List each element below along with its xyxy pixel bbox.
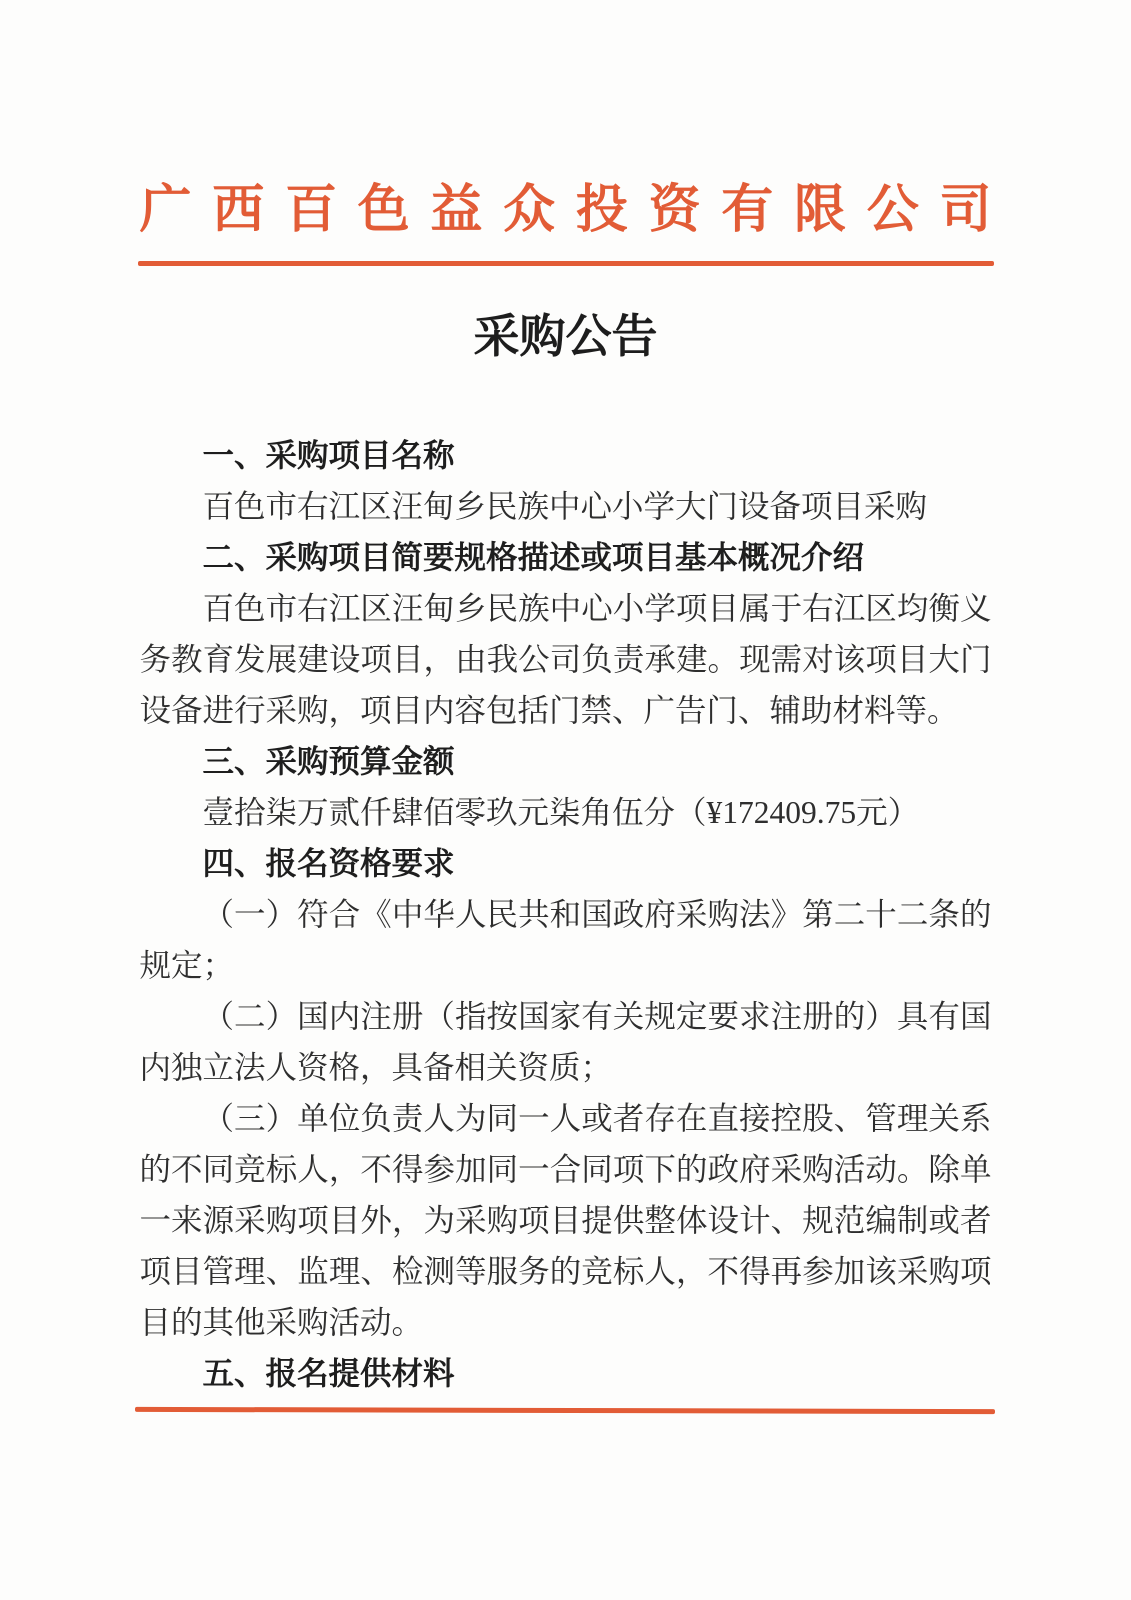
- section-heading: 五、报名提供材料: [202, 1355, 455, 1391]
- section-project-overview: [140, 532, 992, 736]
- footer-rule: [135, 1407, 995, 1414]
- section-paragraph: （一）符合《中华人民共和国政府采购法》第二十二条的规定；: [139, 897, 992, 983]
- section-project-name: [140, 430, 992, 532]
- section-heading: 三、采购预算金额: [202, 743, 455, 779]
- section-paragraph: 百色市右江区汪甸乡民族中心小学大门设备项目采购: [202, 489, 928, 524]
- section-heading: 一、采购项目名称: [202, 437, 455, 473]
- section-paragraph: 百色市右江区汪甸乡民族中心小学项目属于右江区均衡义务教育发展建设项目，由我公司负责承建。现需对该项目大门设备进行采购，项目内容包括门禁、广告门、辅助材料等。: [139, 591, 992, 728]
- section-paragraph: （三）单位负责人为同一人或者存在直接控股、管理关系的不同竞标人，不得参加同一合同项下的政府采购活动。除单一来源采购项目外，为采购项目提供整体设计、规范编制或者项目管理、监理、检测等服务的竞标人，不得再参加该采购项目的其他采购活动。: [139, 1101, 992, 1340]
- document-body: [140, 430, 992, 1399]
- section-paragraph: 壹拾柒万贰仟肆佰零玖元柒角伍分（¥172409.75元）: [202, 795, 920, 830]
- section-qualification-requirements: [140, 838, 992, 1348]
- letterhead-rule: [138, 261, 994, 266]
- section-registration-materials: [140, 1348, 992, 1399]
- document-title: 采购公告: [473, 311, 658, 362]
- company-name: 广西百色益众投资有限公司: [139, 182, 992, 239]
- section-heading: 二、采购项目简要规格描述或项目基本概况介绍: [202, 539, 865, 575]
- letterhead: [0, 175, 1131, 266]
- section-budget: [140, 736, 992, 838]
- section-heading: 四、报名资格要求: [202, 845, 455, 881]
- section-paragraph: （二）国内注册（指按国家有关规定要求注册的）具有国内独立法人资格，具备相关资质；: [139, 999, 992, 1085]
